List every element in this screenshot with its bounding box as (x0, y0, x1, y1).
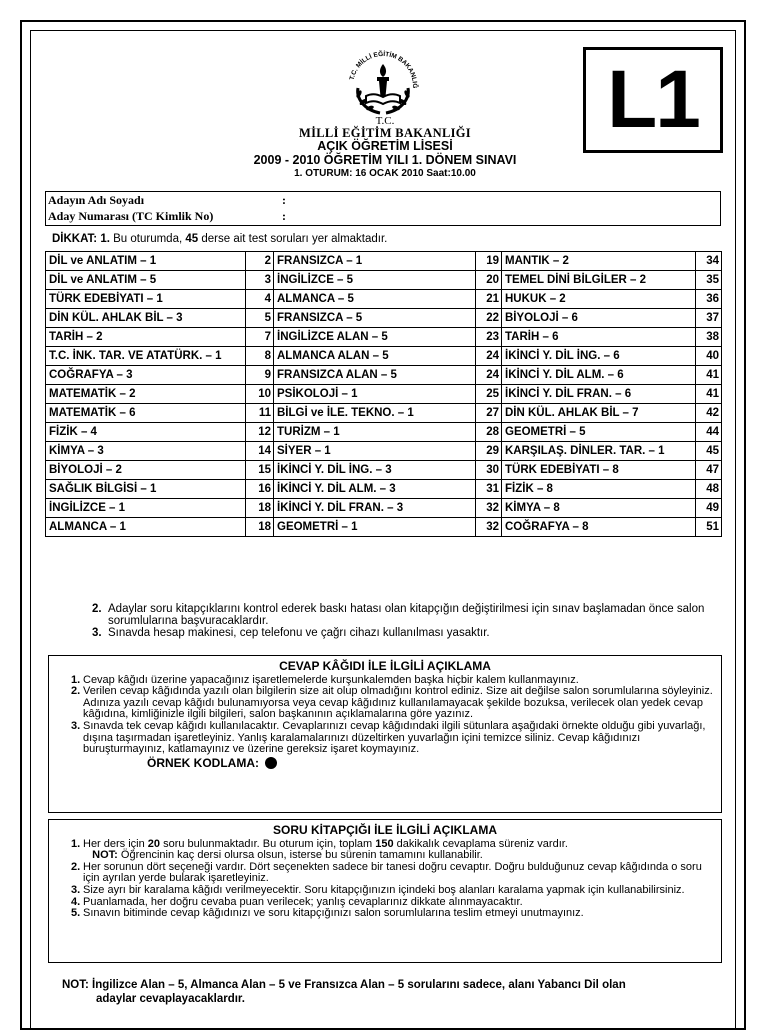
course-number: 18 (246, 518, 274, 537)
course-number: 11 (246, 404, 274, 423)
course-name: TÜRK EDEBİYATI – 8 (502, 461, 696, 480)
course-name: İKİNCİ Y. DİL İNG. – 6 (502, 347, 696, 366)
course-name: MATEMATİK – 2 (46, 385, 246, 404)
course-row (46, 461, 722, 480)
course-number: 9 (246, 366, 274, 385)
final-note-line-1: NOT: İngilizce Alan – 5, Almanca Alan – 5 ve Fransızca Alan – 5 sorularını sadece, alanı Yabancı Dil olan (62, 979, 626, 991)
course-name: İKİNCİ Y. DİL FRAN. – 3 (274, 499, 476, 518)
attention-text-1: Bu oturumda, (109, 233, 186, 245)
instruction-number: 3. (71, 883, 81, 896)
header-ministry: MİLLİ EĞİTİM BAKANLIĞI (299, 126, 471, 140)
course-number: 41 (696, 385, 722, 404)
course-number: 5 (246, 309, 274, 328)
course-name: COĞRAFYA – 3 (46, 366, 246, 385)
course-number: 41 (696, 366, 722, 385)
course-name: TEMEL DİNİ BİLGİLER – 2 (502, 271, 696, 290)
course-name: TARİH – 2 (46, 328, 246, 347)
instruction-item (49, 721, 721, 756)
course-number: 49 (696, 499, 722, 518)
course-name: İNGİLİZCE ALAN – 5 (274, 328, 476, 347)
course-name: BİLGİ ve İLE. TEKNO. – 1 (274, 404, 476, 423)
course-row (46, 518, 722, 537)
header-tc: T.C. (375, 115, 395, 127)
course-number: 44 (696, 423, 722, 442)
notes-section (92, 603, 732, 639)
instruction-text: Sınavda tek cevap kâğıdı kullanılacaktır. Cevaplarınızı cevap kâğıdındaki ilgili sütunlara aşağıdaki örnekte olduğu gibi yuvarlağı, dışına taşırmadan işaretleyiniz. Yanlış karalamalarınızı düzeltirken yuvarlağın içini temizce siliniz. Cevap kâğıdınızı buruşturmayınız, katlamayınız ve üzerine gereksiz işaret koymayınız. (83, 719, 706, 756)
course-name: SİYER – 1 (274, 442, 476, 461)
course-number: 3 (246, 271, 274, 290)
note-text: Öğrencinin kaç dersi olursa olsun, isterse bu sürenin tamamını kullanabilir. (117, 849, 483, 862)
question-count: 20 (147, 837, 161, 850)
course-number: 20 (476, 271, 502, 290)
booklet-instructions (48, 819, 722, 963)
final-note-line-2: adaylar cevaplayacaklardır. (96, 993, 245, 1005)
instruction-number: 5. (71, 907, 81, 920)
course-name: MATEMATİK – 6 (46, 404, 246, 423)
note-text: Adaylar soru kitapçıklarını kontrol ederek baskı hatası olan kitapçığın değiştirilmesi için sınav başlamadan önce salon sorumlularına başvuracaklardır. (108, 603, 705, 627)
instruction-number: 4. (71, 895, 81, 908)
course-name: İKİNCİ Y. DİL FRAN. – 6 (502, 385, 696, 404)
course-row (46, 404, 722, 423)
course-number: 23 (476, 328, 502, 347)
course-number: 35 (696, 271, 722, 290)
course-number: 32 (476, 518, 502, 537)
course-number: 4 (246, 290, 274, 309)
instruction-text: Puanlamada, her doğru cevaba puan verilecek; yanlış cevaplarınız dikkate alınmayacaktır. (83, 895, 523, 908)
course-name: ALMANCA – 1 (46, 518, 246, 537)
course-name: T.C. İNK. TAR. VE ATATÜRK. – 1 (46, 347, 246, 366)
sample-coding-label: ÖRNEK KODLAMA: (147, 755, 259, 770)
course-number: 34 (696, 252, 722, 271)
course-number: 29 (476, 442, 502, 461)
course-name: MANTIK – 2 (502, 252, 696, 271)
course-number: 36 (696, 290, 722, 309)
note-item (92, 627, 732, 639)
instruction-text: soru bulunmaktadır. Bu oturum için, toplam (160, 837, 376, 850)
course-name: FRANSIZCA ALAN – 5 (274, 366, 476, 385)
course-name: SAĞLIK BİLGİSİ – 1 (46, 480, 246, 499)
course-number: 16 (246, 480, 274, 499)
sample-coding (49, 757, 721, 770)
course-row (46, 385, 722, 404)
course-row (46, 271, 722, 290)
course-number: 14 (246, 442, 274, 461)
seal-lettering: T.C. MİLLİ EĞİTİM BAKANLIĞ (348, 50, 419, 89)
note-text: Sınavda hesap makinesi, cep telefonu ve çağrı cihazı kullanılması yasaktır. (108, 627, 490, 639)
instruction-item (49, 908, 721, 920)
course-number: 47 (696, 461, 722, 480)
course-number: 24 (476, 347, 502, 366)
booklet-title: SORU KİTAPÇIĞI İLE İLGİLİ AÇIKLAMA (273, 823, 497, 837)
instruction-item (49, 862, 721, 885)
booklet-code: L1 (583, 47, 723, 153)
course-name: KİMYA – 3 (46, 442, 246, 461)
attention-count: 45 (185, 233, 199, 245)
course-number: 18 (246, 499, 274, 518)
course-name: DİN KÜL. AHLAK BİL – 7 (502, 404, 696, 423)
course-name: İKİNCİ Y. DİL ALM. – 3 (274, 480, 476, 499)
instruction-text: Her sorunun dört seçeneği vardır. Dört seçenekten sadece bir tanesi doğru cevaptır. Doğru bulduğunuz cevap kâğıdında o soru için ayrılan yerde bularak işaretleyiniz. (83, 860, 702, 885)
course-number: 15 (246, 461, 274, 480)
note-number: 2. (92, 603, 102, 615)
course-name: FİZİK – 8 (502, 480, 696, 499)
course-number: 10 (246, 385, 274, 404)
course-number: 12 (246, 423, 274, 442)
final-note (62, 978, 722, 1006)
instruction-text: Size ayrı bir karalama kâğıdı verilmeyecektir. Soru kitapçığınızın içindeki boş alanları karalama yapmak için kullanabilirsiniz. (83, 883, 685, 896)
note-label: NOT: (92, 849, 118, 862)
course-row (46, 366, 722, 385)
course-number: 19 (476, 252, 502, 271)
instruction-number: 2. (71, 685, 81, 698)
candidate-name-label: Adayın Adı Soyadı (48, 193, 145, 207)
course-name: FRANSIZCA – 5 (274, 309, 476, 328)
header-session: 1. OTURUM: 16 OCAK 2010 Saat:10.00 (294, 168, 476, 179)
course-name: KİMYA – 8 (502, 499, 696, 518)
course-number: 37 (696, 309, 722, 328)
course-name: FRANSIZCA – 1 (274, 252, 476, 271)
course-name: PSİKOLOJİ – 1 (274, 385, 476, 404)
course-row (46, 499, 722, 518)
course-name: TURİZM – 1 (274, 423, 476, 442)
instruction-text: dakikalık cevaplama süreniz vardır. (393, 837, 568, 850)
instruction-number: 1. (71, 673, 81, 686)
answer-sheet-instructions (48, 655, 722, 813)
course-row (46, 290, 722, 309)
course-name: TARİH – 6 (502, 328, 696, 347)
course-name: BİYOLOJİ – 6 (502, 309, 696, 328)
note-number: 3. (92, 627, 102, 639)
course-number: 45 (696, 442, 722, 461)
note-item (92, 603, 732, 627)
course-row (46, 442, 722, 461)
candidate-name-row[interactable] (48, 193, 144, 208)
course-number: 42 (696, 404, 722, 423)
course-name: DİL ve ANLATIM – 5 (46, 271, 246, 290)
course-name: GEOMETRİ – 5 (502, 423, 696, 442)
course-number: 31 (476, 480, 502, 499)
instruction-item (49, 839, 721, 862)
course-number: 27 (476, 404, 502, 423)
course-number: 7 (246, 328, 274, 347)
course-name: HUKUK – 2 (502, 290, 696, 309)
attention-text-2: derse ait test soruları yer almaktadır. (198, 233, 388, 245)
course-name: DİN KÜL. AHLAK BİL – 3 (46, 309, 246, 328)
header-school: AÇIK ÖĞRETİM LİSESİ (317, 139, 453, 153)
course-name: FİZİK – 4 (46, 423, 246, 442)
candidate-number-colon: : (282, 209, 286, 223)
answer-sheet-title: CEVAP KÂĞIDI İLE İLGİLİ AÇIKLAMA (279, 659, 491, 673)
course-number: 21 (476, 290, 502, 309)
instruction-text: Sınavın bitiminde cevap kâğıdınızı ve soru kitapçığınızı salon sorumlularına teslim etmeyi unutmayınız. (83, 907, 584, 920)
course-name: DİL ve ANLATIM – 1 (46, 252, 246, 271)
course-row (46, 252, 722, 271)
course-row (46, 309, 722, 328)
instruction-text: Her ders için (83, 837, 148, 850)
course-row (46, 423, 722, 442)
course-row (46, 480, 722, 499)
course-name: İKİNCİ Y. DİL ALM. – 6 (502, 366, 696, 385)
instruction-number: 3. (71, 719, 81, 732)
course-number: 30 (476, 461, 502, 480)
course-name: COĞRAFYA – 8 (502, 518, 696, 537)
minutes-count: 150 (375, 837, 394, 850)
header-exam: 2009 - 2010 ÖĞRETİM YILI 1. DÖNEM SINAVI (253, 153, 517, 167)
filled-bubble-icon (265, 757, 277, 769)
course-number: 51 (696, 518, 722, 537)
course-name: İKİNCİ Y. DİL İNG. – 3 (274, 461, 476, 480)
course-number: 32 (476, 499, 502, 518)
course-number: 8 (246, 347, 274, 366)
course-row (46, 328, 722, 347)
ministry-seal-logo (340, 40, 426, 118)
course-number: 22 (476, 309, 502, 328)
candidate-name-colon: : (282, 193, 286, 207)
course-table (45, 251, 722, 537)
attention-line (52, 233, 387, 245)
course-number: 28 (476, 423, 502, 442)
instruction-text: Verilen cevap kâğıdında yazılı olan bilgilerin size ait olup olmadığını kontrol ediniz. Size ait değilse salon sorumlularına söyleyiniz. Adınıza yazılı cevap kâğıdı bulunamıyorsa veya cevap kâğıdınız kullanılamayacak şekilde bozuksa, verilecek olan yedek cevap kâğıdına, kimliğinizle ilgili bilgileri, salon başkanının açıklamalarına göre yazınız. (83, 685, 713, 721)
course-number: 24 (476, 366, 502, 385)
candidate-info-box (45, 191, 721, 226)
instruction-item (49, 686, 721, 721)
course-number: 25 (476, 385, 502, 404)
course-name: TÜRK EDEBİYATI – 1 (46, 290, 246, 309)
course-name: ALMANCA ALAN – 5 (274, 347, 476, 366)
course-number: 2 (246, 252, 274, 271)
course-number: 40 (696, 347, 722, 366)
attention-label: DİKKAT: 1. (52, 233, 110, 245)
candidate-number-label: Aday Numarası (TC Kimlik No) (48, 209, 214, 223)
instruction-number: 2. (71, 860, 81, 873)
course-name: İNGİLİZCE – 5 (274, 271, 476, 290)
course-name: KARŞILAŞ. DİNLER. TAR. – 1 (502, 442, 696, 461)
course-name: ALMANCA – 5 (274, 290, 476, 309)
course-row (46, 347, 722, 366)
instruction-text: Cevap kâğıdı üzerine yapacağınız işaretlemelerde kurşunkalemden başka hiçbir kalem kullanmayınız. (83, 673, 579, 686)
course-name: BİYOLOJİ – 2 (46, 461, 246, 480)
course-name: İNGİLİZCE – 1 (46, 499, 246, 518)
course-number: 38 (696, 328, 722, 347)
course-name: GEOMETRİ – 1 (274, 518, 476, 537)
instruction-number: 1. (71, 837, 81, 850)
candidate-number-row[interactable] (48, 209, 213, 224)
course-number: 48 (696, 480, 722, 499)
